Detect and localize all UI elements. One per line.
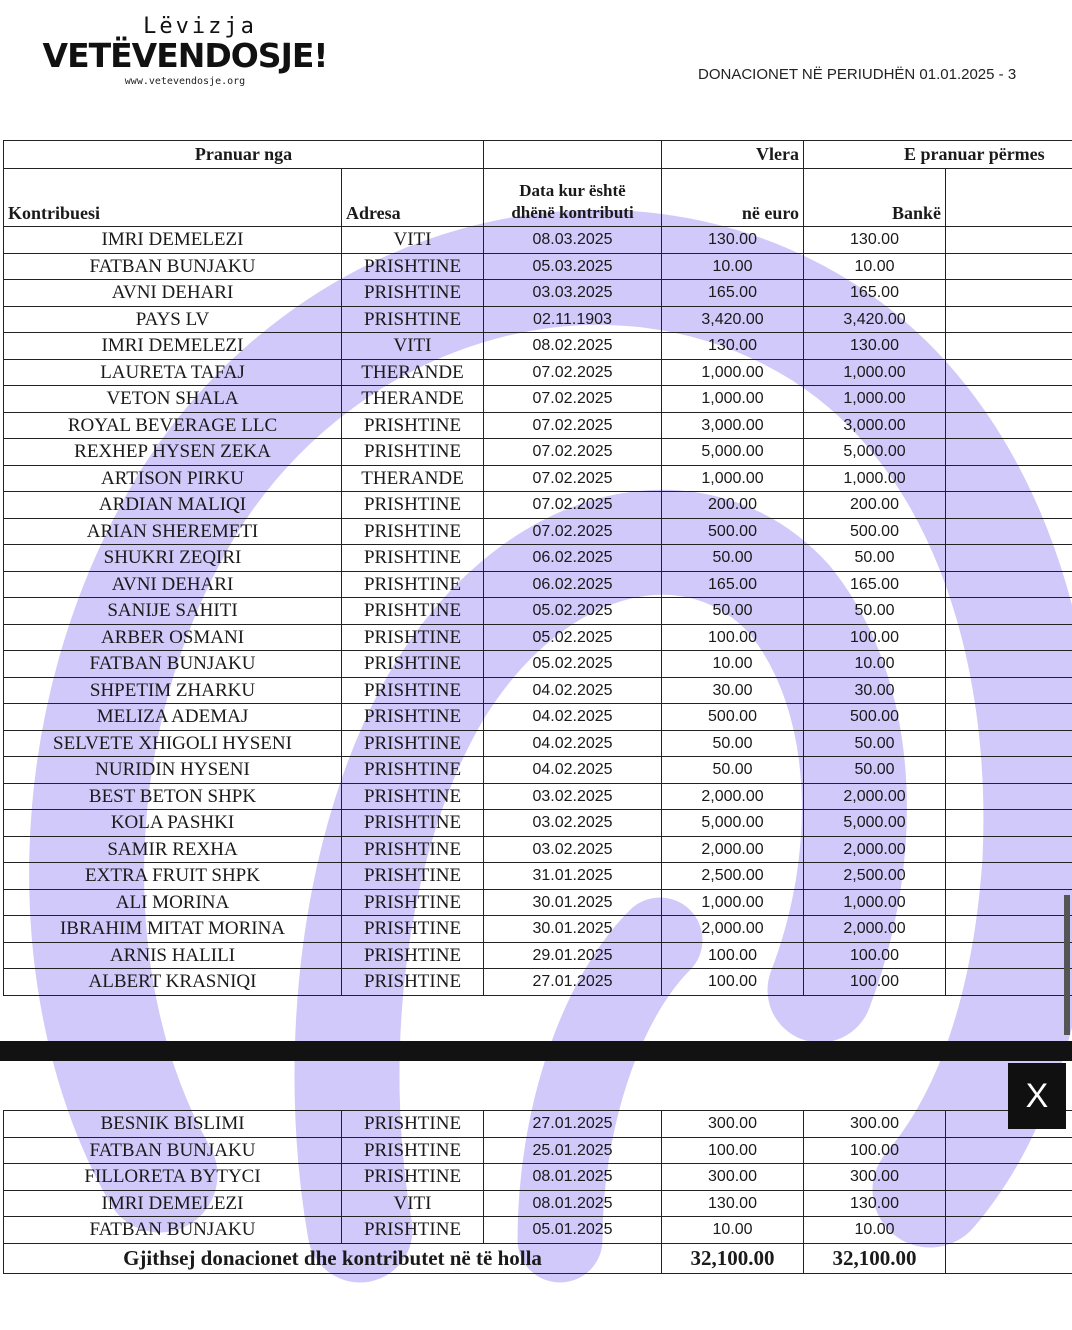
cell-euro: 3,000.00 [662, 412, 804, 439]
cell-empty [946, 889, 1072, 916]
cell-bank: 3,420.00 [804, 306, 946, 333]
cell-euro: 50.00 [662, 730, 804, 757]
cell-euro: 165.00 [662, 571, 804, 598]
cell-empty [946, 412, 1072, 439]
cell-contributor: ROYAL BEVERAGE LLC [4, 412, 342, 439]
cell-address: PRISHTINE [342, 1164, 484, 1191]
cell-contributor: PAYS LV [4, 306, 342, 333]
cell-contributor: IBRAHIM MITAT MORINA [4, 916, 342, 943]
table-row [4, 598, 1072, 625]
cell-address: THERANDE [342, 465, 484, 492]
cell-address: PRISHTINE [342, 412, 484, 439]
logo-url: www.vetevendosje.org [124, 76, 246, 87]
cell-empty [946, 253, 1072, 280]
cell-date: 08.01.2025 [484, 1164, 662, 1191]
cell-euro: 130.00 [662, 227, 804, 254]
table-row [4, 677, 1072, 704]
cell-contributor: SELVETE XHIGOLI HYSENI [4, 730, 342, 757]
cell-contributor: EXTRA FRUIT SHPK [4, 863, 342, 890]
cell-contributor: FILLORETA BYTYCI [4, 1164, 342, 1191]
cell-date: 07.02.2025 [484, 359, 662, 386]
table-row [4, 916, 1072, 943]
header-received-via: E pranuar përmes [804, 141, 1072, 169]
table-row [4, 1190, 1072, 1217]
cell-contributor: ARIAN SHEREMETI [4, 518, 342, 545]
cell-contributor: SANIJE SAHITI [4, 598, 342, 625]
cell-empty [946, 492, 1072, 519]
cell-date: 02.11.1903 [484, 306, 662, 333]
table-row [4, 227, 1072, 254]
cell-empty [946, 1164, 1072, 1191]
cell-address: VITI [342, 1190, 484, 1217]
cell-address: PRISHTINE [342, 942, 484, 969]
cell-bank: 100.00 [804, 1137, 946, 1164]
cell-bank: 1,000.00 [804, 386, 946, 413]
cell-date: 06.02.2025 [484, 545, 662, 572]
cell-empty [946, 359, 1072, 386]
cell-contributor: VETON SHALA [4, 386, 342, 413]
cell-date: 08.02.2025 [484, 333, 662, 360]
cell-empty [946, 1190, 1072, 1217]
cell-address: PRISHTINE [342, 969, 484, 996]
cell-empty [946, 810, 1072, 837]
cell-address: PRISHTINE [342, 439, 484, 466]
cell-empty [946, 465, 1072, 492]
cell-euro: 500.00 [662, 704, 804, 731]
cell-date: 07.02.2025 [484, 465, 662, 492]
cell-date: 04.02.2025 [484, 677, 662, 704]
cell-address: VITI [342, 333, 484, 360]
table-row [4, 1217, 1072, 1244]
cell-date: 07.02.2025 [484, 518, 662, 545]
cell-date: 03.02.2025 [484, 810, 662, 837]
cell-date: 08.01.2025 [484, 1190, 662, 1217]
cell-euro: 300.00 [662, 1111, 804, 1138]
cell-empty [946, 624, 1072, 651]
cell-contributor: ARTISON PIRKU [4, 465, 342, 492]
cell-euro: 5,000.00 [662, 810, 804, 837]
cell-euro: 130.00 [662, 333, 804, 360]
cell-date: 29.01.2025 [484, 942, 662, 969]
cell-contributor: KOLA PASHKI [4, 810, 342, 837]
cell-bank: 50.00 [804, 545, 946, 572]
cell-date: 04.02.2025 [484, 704, 662, 731]
column-bank: Bankë [804, 169, 946, 227]
cell-empty [946, 783, 1072, 810]
cell-euro: 1,000.00 [662, 465, 804, 492]
cell-empty [946, 651, 1072, 678]
table-row [4, 518, 1072, 545]
table-row [4, 783, 1072, 810]
donations-table [3, 140, 1072, 996]
cell-address: PRISHTINE [342, 280, 484, 307]
cell-empty [946, 227, 1072, 254]
cell-bank: 10.00 [804, 253, 946, 280]
close-button[interactable]: X [1008, 1063, 1066, 1129]
cell-euro: 50.00 [662, 545, 804, 572]
table-row [4, 412, 1072, 439]
cell-bank: 100.00 [804, 624, 946, 651]
cell-address: PRISHTINE [342, 810, 484, 837]
table-row [4, 333, 1072, 360]
table-row [4, 386, 1072, 413]
table-row [4, 942, 1072, 969]
table-row [4, 1164, 1072, 1191]
cell-address: PRISHTINE [342, 651, 484, 678]
table-group-header-row [4, 141, 1072, 169]
table-column-header-row [4, 169, 1072, 227]
cell-euro: 50.00 [662, 757, 804, 784]
cell-bank: 165.00 [804, 280, 946, 307]
header-received-from: Pranuar nga [4, 141, 484, 169]
cell-euro: 3,420.00 [662, 306, 804, 333]
cell-date: 30.01.2025 [484, 916, 662, 943]
cell-contributor: AVNI DEHARI [4, 571, 342, 598]
cell-address: PRISHTINE [342, 518, 484, 545]
cell-euro: 1,000.00 [662, 359, 804, 386]
cell-bank: 300.00 [804, 1111, 946, 1138]
cell-empty [946, 942, 1072, 969]
cell-contributor: ARBER OSMANI [4, 624, 342, 651]
cell-euro: 100.00 [662, 624, 804, 651]
total-label: Gjithsej donacionet dhe kontributet në të holla [4, 1243, 662, 1273]
cell-bank: 500.00 [804, 704, 946, 731]
cell-contributor: FATBAN BUNJAKU [4, 1137, 342, 1164]
cell-bank: 50.00 [804, 598, 946, 625]
cell-empty [946, 677, 1072, 704]
cell-euro: 200.00 [662, 492, 804, 519]
table-row [4, 1111, 1072, 1138]
cell-date: 04.02.2025 [484, 730, 662, 757]
cell-address: THERANDE [342, 359, 484, 386]
cell-empty [946, 333, 1072, 360]
cell-euro: 30.00 [662, 677, 804, 704]
table-row [4, 810, 1072, 837]
cell-date: 05.02.2025 [484, 598, 662, 625]
cell-address: PRISHTINE [342, 492, 484, 519]
cell-bank: 500.00 [804, 518, 946, 545]
cell-date: 07.02.2025 [484, 439, 662, 466]
cell-empty [946, 757, 1072, 784]
cell-contributor: BEST BETON SHPK [4, 783, 342, 810]
cell-bank: 2,500.00 [804, 863, 946, 890]
cell-date: 03.03.2025 [484, 280, 662, 307]
cell-bank: 3,000.00 [804, 412, 946, 439]
cell-empty [946, 1137, 1072, 1164]
table-row [4, 280, 1072, 307]
cell-empty [946, 916, 1072, 943]
cell-bank: 10.00 [804, 651, 946, 678]
column-contributor: Kontribuesi [4, 169, 342, 227]
table-row [4, 1137, 1072, 1164]
table-row [4, 889, 1072, 916]
column-date-line1: Data kur është [519, 181, 626, 200]
cell-date: 30.01.2025 [484, 889, 662, 916]
cell-date: 07.02.2025 [484, 492, 662, 519]
cell-euro: 50.00 [662, 598, 804, 625]
cell-bank: 100.00 [804, 942, 946, 969]
cell-date: 27.01.2025 [484, 969, 662, 996]
cell-date: 05.03.2025 [484, 253, 662, 280]
cell-contributor: ARDIAN MALIQI [4, 492, 342, 519]
cell-empty [946, 1217, 1072, 1244]
cell-empty [946, 969, 1072, 996]
cell-contributor: SAMIR REXHA [4, 836, 342, 863]
total-bank: 32,100.00 [804, 1243, 946, 1273]
cell-date: 07.02.2025 [484, 412, 662, 439]
cell-date: 03.02.2025 [484, 836, 662, 863]
cell-date: 31.01.2025 [484, 863, 662, 890]
table-row [4, 651, 1072, 678]
cell-date: 25.01.2025 [484, 1137, 662, 1164]
cell-address: PRISHTINE [342, 916, 484, 943]
cell-bank: 1,000.00 [804, 359, 946, 386]
cell-date: 05.02.2025 [484, 624, 662, 651]
cell-contributor: MELIZA ADEMAJ [4, 704, 342, 731]
cell-euro: 5,000.00 [662, 439, 804, 466]
cell-contributor: IMRI DEMELEZI [4, 1190, 342, 1217]
cell-euro: 100.00 [662, 1137, 804, 1164]
cell-contributor: NURIDIN HYSENI [4, 757, 342, 784]
cell-contributor: REXHEP HYSEN ZEKA [4, 439, 342, 466]
cell-bank: 130.00 [804, 227, 946, 254]
column-date [484, 169, 662, 227]
cell-address: PRISHTINE [342, 757, 484, 784]
cell-date: 04.02.2025 [484, 757, 662, 784]
cell-euro: 10.00 [662, 253, 804, 280]
cell-bank: 50.00 [804, 730, 946, 757]
table-row [4, 253, 1072, 280]
cell-address: PRISHTINE [342, 306, 484, 333]
table-row [4, 545, 1072, 572]
cell-bank: 100.00 [804, 969, 946, 996]
cell-address: PRISHTINE [342, 783, 484, 810]
cell-contributor: ALI MORINA [4, 889, 342, 916]
cell-address: PRISHTINE [342, 1217, 484, 1244]
cell-euro: 2,000.00 [662, 783, 804, 810]
cell-bank: 50.00 [804, 757, 946, 784]
cell-empty [946, 306, 1072, 333]
cell-empty [946, 730, 1072, 757]
column-euro: në euro [662, 169, 804, 227]
cell-bank: 5,000.00 [804, 810, 946, 837]
total-row [4, 1243, 1072, 1273]
cell-euro: 130.00 [662, 1190, 804, 1217]
cell-empty [946, 545, 1072, 572]
table-row [4, 863, 1072, 890]
cell-contributor: ARNIS HALILI [4, 942, 342, 969]
table-row [4, 969, 1072, 996]
cell-address: PRISHTINE [342, 1137, 484, 1164]
cell-address: PRISHTINE [342, 598, 484, 625]
cell-date: 08.03.2025 [484, 227, 662, 254]
cell-bank: 2,000.00 [804, 916, 946, 943]
donations-table-continued [3, 1110, 1072, 1274]
table-row [4, 439, 1072, 466]
cell-address: PRISHTINE [342, 624, 484, 651]
cell-euro: 300.00 [662, 1164, 804, 1191]
cell-empty [946, 280, 1072, 307]
cell-contributor: LAURETA TAFAJ [4, 359, 342, 386]
table-row [4, 757, 1072, 784]
cell-euro: 500.00 [662, 518, 804, 545]
cell-empty [946, 571, 1072, 598]
cell-date: 05.02.2025 [484, 651, 662, 678]
cell-bank: 5,000.00 [804, 439, 946, 466]
total-euro: 32,100.00 [662, 1243, 804, 1273]
cell-euro: 100.00 [662, 969, 804, 996]
cell-address: PRISHTINE [342, 704, 484, 731]
logo-line1: Lëvizja [143, 14, 257, 39]
document-title: DONACIONET NË PERIUDHËN 01.01.2025 - 3 [698, 66, 1017, 83]
cell-bank: 1,000.00 [804, 889, 946, 916]
cell-bank: 165.00 [804, 571, 946, 598]
column-date-line2: dhënë kontributi [511, 203, 634, 222]
cell-address: PRISHTINE [342, 730, 484, 757]
cell-address: PRISHTINE [342, 545, 484, 572]
cell-date: 05.01.2025 [484, 1217, 662, 1244]
table-row [4, 571, 1072, 598]
cell-date: 07.02.2025 [484, 386, 662, 413]
cell-contributor: SHPETIM ZHARKU [4, 677, 342, 704]
header-value: Vlera [662, 141, 804, 169]
cell-euro: 1,000.00 [662, 386, 804, 413]
organization-logo [40, 14, 330, 87]
cell-empty [946, 386, 1072, 413]
cell-date: 06.02.2025 [484, 571, 662, 598]
cell-contributor: IMRI DEMELEZI [4, 227, 342, 254]
table-row [4, 730, 1072, 757]
scrollbar-thumb[interactable] [1064, 895, 1070, 1035]
cell-address: PRISHTINE [342, 253, 484, 280]
cell-empty [946, 518, 1072, 545]
cell-contributor: ALBERT KRASNIQI [4, 969, 342, 996]
cell-bank: 1,000.00 [804, 465, 946, 492]
cell-bank: 30.00 [804, 677, 946, 704]
column-address: Adresa [342, 169, 484, 227]
cell-contributor: FATBAN BUNJAKU [4, 253, 342, 280]
cell-bank: 2,000.00 [804, 783, 946, 810]
cell-address: PRISHTINE [342, 889, 484, 916]
cell-empty [946, 836, 1072, 863]
cell-empty [946, 598, 1072, 625]
logo-brand: VETËVENDOSJE! [42, 36, 328, 75]
cell-contributor: FATBAN BUNJAKU [4, 1217, 342, 1244]
cell-bank: 300.00 [804, 1164, 946, 1191]
cell-empty [946, 863, 1072, 890]
cell-euro: 2,000.00 [662, 916, 804, 943]
cell-euro: 2,500.00 [662, 863, 804, 890]
cell-contributor: SHUKRI ZEQIRI [4, 545, 342, 572]
cell-date: 03.02.2025 [484, 783, 662, 810]
cell-empty [946, 704, 1072, 731]
cell-address: VITI [342, 227, 484, 254]
cell-contributor: BESNIK BISLIMI [4, 1111, 342, 1138]
cell-euro: 100.00 [662, 942, 804, 969]
cell-address: PRISHTINE [342, 571, 484, 598]
table-row [4, 836, 1072, 863]
cell-bank: 2,000.00 [804, 836, 946, 863]
cell-bank: 200.00 [804, 492, 946, 519]
cell-euro: 10.00 [662, 1217, 804, 1244]
table-row [4, 492, 1072, 519]
cell-contributor: FATBAN BUNJAKU [4, 651, 342, 678]
cell-euro: 165.00 [662, 280, 804, 307]
cell-date: 27.01.2025 [484, 1111, 662, 1138]
cell-address: THERANDE [342, 386, 484, 413]
cell-contributor: AVNI DEHARI [4, 280, 342, 307]
cell-euro: 10.00 [662, 651, 804, 678]
cell-bank: 130.00 [804, 333, 946, 360]
cell-contributor: IMRI DEMELEZI [4, 333, 342, 360]
cell-address: PRISHTINE [342, 863, 484, 890]
cell-address: PRISHTINE [342, 677, 484, 704]
overlay-bar [0, 1041, 1072, 1061]
cell-euro: 2,000.00 [662, 836, 804, 863]
table-row [4, 359, 1072, 386]
cell-address: PRISHTINE [342, 836, 484, 863]
cell-empty [946, 439, 1072, 466]
table-row [4, 624, 1072, 651]
cell-bank: 130.00 [804, 1190, 946, 1217]
cell-bank: 10.00 [804, 1217, 946, 1244]
table-row [4, 465, 1072, 492]
cell-address: PRISHTINE [342, 1111, 484, 1138]
table-row [4, 306, 1072, 333]
cell-euro: 1,000.00 [662, 889, 804, 916]
table-row [4, 704, 1072, 731]
